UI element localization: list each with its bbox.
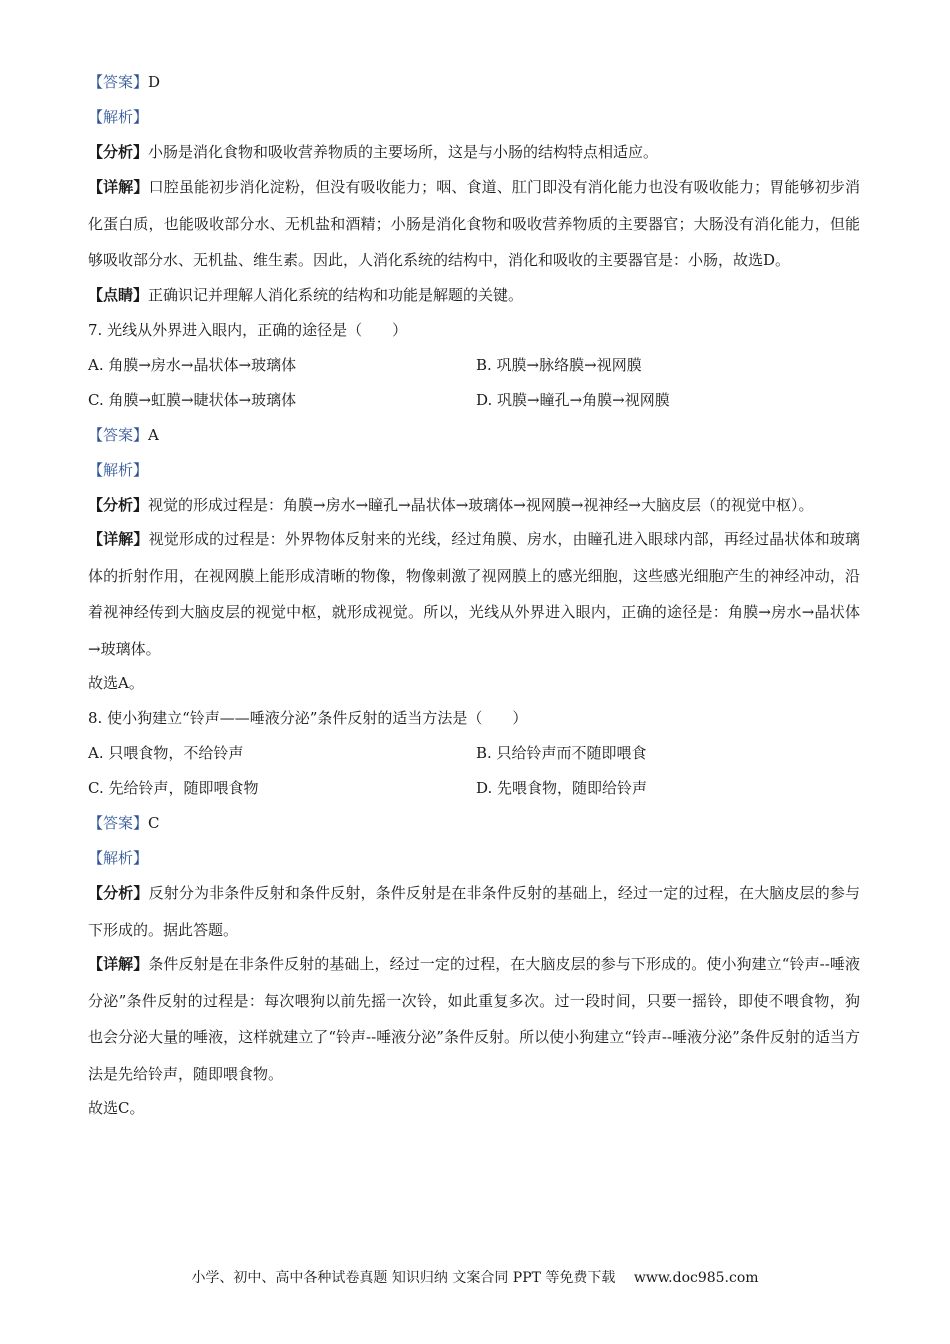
q7-answer <box>88 423 860 447</box>
q7-options-row-2 <box>88 388 860 412</box>
fenxi-tag: 【分析】 <box>88 143 149 161</box>
q7-analysis-heading <box>88 458 860 482</box>
q6-fenxi <box>88 140 860 164</box>
q8-fenxi <box>88 875 860 948</box>
dianjing-text: 正确识记并理解人消化系统的结构和功能是解题的关键。 <box>148 285 524 304</box>
detail-text: 口腔虽能初步消化淀粉，但没有吸收能力；咽、食道、肛门即没有消化能力也没有吸收能力；胃能够初步消化蛋白质，也能吸收部分水、无机盐和酒精；小肠是消化食物和吸收营养物质的主要器官；大肠没有消化能力，但能够吸收部分水、无机盐、维生素。因此，人消化系统的结构中，消化和吸收的主要器官是：小肠，故选D。 <box>88 178 860 269</box>
q6-detail <box>88 169 860 279</box>
q8-answer <box>88 811 860 835</box>
q7-fenxi <box>88 487 860 524</box>
q6-answer <box>88 70 860 94</box>
q8-option-d: D. 先喂食物，随即给铃声 <box>476 779 648 797</box>
answer-tag: 【答案】 <box>88 814 149 832</box>
analysis-tag: 【解析】 <box>88 108 149 126</box>
q8-conclusion: 故选C。 <box>88 1099 145 1117</box>
q8-options-row-1 <box>88 741 860 765</box>
q8-option-b: B. 只给铃声而不随即喂食 <box>476 744 647 762</box>
answer-value: A <box>148 425 159 444</box>
detail-tag: 【详解】 <box>88 955 149 973</box>
analysis-tag: 【解析】 <box>88 849 149 867</box>
fenxi-text: 小肠是消化食物和吸收营养物质的主要场所，这是与小肠的结构特点相适应。 <box>148 143 659 161</box>
document-page <box>88 70 860 1131</box>
q8-analysis-heading <box>88 846 860 870</box>
q8-question: 8. 使小狗建立“铃声——唾液分泌”条件反射的适当方法是（ ） <box>88 709 528 727</box>
fenxi-text: 视觉的形成过程是：角膜→房水→瞳孔→晶状体→玻璃体→视网膜→视神经→大脑皮层（的视觉中枢）。 <box>148 495 814 514</box>
detail-tag: 【详解】 <box>88 530 149 548</box>
dianjing-tag: 【点睛】 <box>88 285 149 304</box>
q8-option-a: A. 只喂食物，不给铃声 <box>88 744 244 762</box>
q7-option-d: D. 巩膜→瞳孔→角膜→视网膜 <box>476 390 670 409</box>
q7-question: 7. 光线从外界进入眼内，正确的途径是（ ） <box>88 320 408 339</box>
page-footer: 小学、初中、高中各种试卷真题 知识归纳 文案合同 PPT 等免费下载 www.doc985.com <box>191 1270 759 1286</box>
answer-tag: 【答案】 <box>88 425 149 444</box>
answer-tag: 【答案】 <box>88 73 149 91</box>
q6-dianjing <box>88 283 860 307</box>
fenxi-tag: 【分析】 <box>88 495 149 514</box>
detail-tag: 【详解】 <box>88 178 149 196</box>
q7-option-c: C. 角膜→虹膜→睫状体→玻璃体 <box>88 390 297 409</box>
answer-value: D <box>148 73 161 91</box>
q6-analysis-heading <box>88 105 860 129</box>
q7-conclusion: 故选A。 <box>88 674 144 692</box>
fenxi-tag: 【分析】 <box>88 884 149 902</box>
q7-option-a: A. 角膜→房水→晶状体→玻璃体 <box>88 355 297 374</box>
q7-detail <box>88 521 860 667</box>
q7-option-b: B. 巩膜→脉络膜→视网膜 <box>476 355 642 374</box>
q8-detail <box>88 946 860 1092</box>
q8-options-row-2 <box>88 776 860 800</box>
analysis-tag: 【解析】 <box>88 460 149 479</box>
detail-text: 视觉形成的过程是：外界物体反射来的光线，经过角膜、房水，由瞳孔进入眼球内部，再经过晶状体和玻璃体的折射作用，在视网膜上能形成清晰的物像，物像刺激了视网膜上的感光细胞，这些感光细胞产生的神经冲动，沿着视神经传到大脑皮层的视觉中枢，就形成视觉。所以，光线从外界进入眼内，正确的途径是：角膜→房水→晶状体→玻璃体。 <box>88 530 860 658</box>
fenxi-text: 反射分为非条件反射和条件反射，条件反射是在非条件反射的基础上，经过一定的过程，在大脑皮层的参与下形成的。据此答题。 <box>88 884 860 939</box>
detail-text: 条件反射是在非条件反射的基础上，经过一定的过程，在大脑皮层的参与下形成的。使小狗建立“铃声--唾液分泌”条件反射的过程是：每次喂狗以前先摇一次铃，如此重复多次。过一段时间，只要一摇铃，即使不喂食物，狗也会分泌大量的唾液，这样就建立了“铃声--唾液分泌”条件反射。所以使小狗建立“铃声--唾液分泌”条件反射的适当方法是先给铃声，随即喂食物。 <box>88 955 860 1083</box>
q7-options-row-1 <box>88 353 860 377</box>
q8-option-c: C. 先给铃声，随即喂食物 <box>88 779 259 797</box>
answer-value: C <box>148 814 160 832</box>
